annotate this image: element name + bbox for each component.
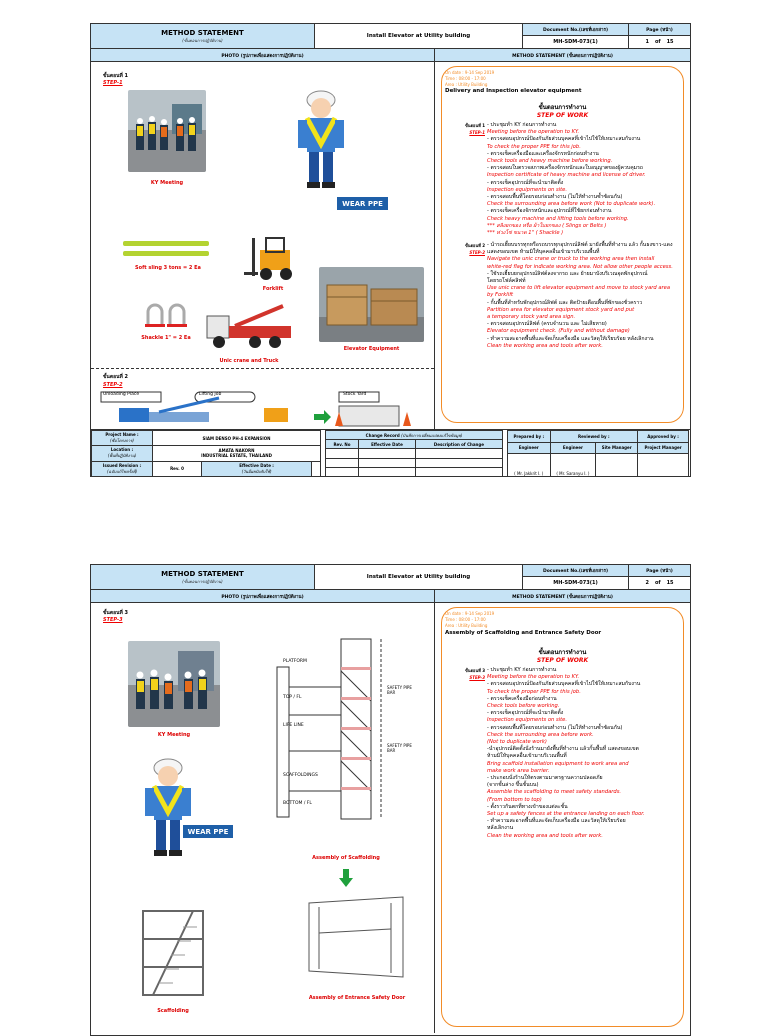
instruction-line: - ตรวจเช็คอุปกรณ์ที่จะนำมาติดตั้ง	[487, 710, 564, 717]
instruction-line: - ตรวจสอบใบตรวจสภาพเครื่องจักรหนักและใบอนุญาตของผู้ควบคุมรถ	[487, 165, 644, 172]
role-engineer-2: Engineer	[550, 442, 596, 454]
change-row	[326, 467, 359, 476]
scaffoldings-label: SCAFFOLDINGS	[283, 773, 318, 778]
ms-time: Time : 08:00 - 17:00	[445, 76, 486, 81]
change-record-th: (บันทึกการเปลี่ยนแปลงแก้ไขข้อมูล)	[401, 432, 463, 438]
top-fl-label: TOP / FL	[283, 695, 302, 700]
side-step-3-th: ขั้นตอนที่ 3	[464, 668, 485, 673]
step-2-th: ขั้นตอนที่ 2	[103, 374, 129, 380]
page-label: Page (หน้า)	[629, 565, 690, 577]
instruction-line: (Not to duplicate work)	[487, 739, 547, 746]
instruction-line: - ประชุมทำ KY ก่อนการทำงาน	[487, 122, 557, 128]
issued-label-text: Issued Revision :	[102, 462, 142, 468]
instruction-line: - ตรวจสอบอุปกรณ์ป้องกันภัยส่วนบุคคลที่เข้าไปใช้ให้เหมาะสมกับงาน	[487, 136, 641, 143]
signature-4	[638, 454, 689, 477]
instruction-line: Set up a safety fences at the entrance landing on each floor.	[487, 811, 645, 818]
entrance-door-caption: Assembly of Entrance Safety Door	[308, 995, 406, 1001]
change-record-text: Change Record	[365, 432, 400, 438]
instruction-line: Inspection certificate of heavy machine and license of driver.	[487, 172, 646, 179]
elevator-caption: Elevator Equipment	[343, 346, 400, 352]
side-step-3	[453, 667, 485, 681]
instruction-line: (จากชั้นล่าง ขึ้นชั้นบน)	[487, 782, 539, 789]
instruction-line: - ตรวจสอบอุปกรณ์ป้องกันภัยส่วนบุคคลที่เข้าไปใช้ให้เหมาะสมกับงาน	[487, 681, 641, 688]
change-cell	[415, 458, 502, 467]
doc-no-cell	[523, 565, 629, 589]
step-of-work-title	[435, 102, 690, 119]
instruction-line: - ตรวจเช็คเครื่องจักรหนักและอุปกรณ์ที่ใช้ยกก่อนทำงาน	[487, 208, 612, 215]
job-title: Install Elevator at Utility building	[315, 565, 523, 589]
instruction-line: - ตรวจเช็คอุปกรณ์ที่จะนำมาติดตั้ง	[487, 179, 564, 186]
issued-label-th: (ฉบับแก้ไขครั้งที่)	[106, 468, 138, 474]
ms-time: Time : 08:00 - 17:00	[445, 617, 486, 622]
doc-no: MH-SDM-073(1)	[553, 580, 598, 586]
instruction-line: Bring scaffold installation equipment to work area and	[487, 760, 629, 767]
page-cell	[629, 565, 690, 589]
project-label-th: (ชื่อโครงการ)	[110, 438, 134, 444]
page-no: 1	[645, 39, 649, 45]
lifting-label: Lifting Job	[199, 392, 222, 397]
step-2-instructions	[464, 242, 680, 350]
instruction-line: - ประกอบนั่งร้านให้ตรงตามมาตรฐานความปลอดภัย	[487, 775, 603, 782]
method-section-title: METHOD STATEMENT (ขั้นตอนการปฏิบัติงาน)	[435, 49, 690, 61]
effective-date	[312, 461, 321, 476]
title-cell	[91, 565, 315, 589]
instruction-line: - ทำความสะอาดพื้นที่และจัดเก็บเครื่องมือ และวัสดุให้เรียบร้อย	[487, 818, 626, 825]
project-label-text: Project Name :	[105, 432, 139, 438]
role-engineer-1: Engineer	[508, 442, 551, 454]
soft-sling-image	[121, 238, 211, 260]
instruction-line: *** ห่วงโซ่ ขนาด 1" ( Shackle )	[487, 230, 564, 237]
revision: Rev. 0	[153, 461, 202, 476]
ppe-worker-illustration	[113, 748, 223, 860]
col-effective-date: Effective Date	[358, 440, 415, 449]
instruction-line: Partition area for elevator equipment stock yard and put	[487, 306, 635, 313]
unic-crane-truck-image	[205, 300, 293, 352]
page-of: of	[654, 39, 661, 45]
sow-th: ขั้นตอนการทำงาน	[538, 104, 587, 111]
doc-title: METHOD STATEMENT	[161, 569, 244, 578]
sling-caption: Soft sling 3 tons = 2 Ea	[135, 265, 201, 271]
side-step-1	[453, 122, 485, 136]
signature-1: ( Mr. Jakkrit I. )	[508, 454, 551, 477]
issued-label	[92, 461, 153, 476]
method-statement-page-2	[90, 564, 691, 1036]
page-header	[91, 24, 690, 49]
job-title: Install Elevator at Utility building	[315, 24, 523, 48]
elevator-equipment-photo	[319, 267, 424, 342]
instruction-line: โดยรถโฟล์คลิฟท์	[487, 278, 526, 285]
step-1-instructions	[464, 122, 680, 237]
location-label	[92, 446, 153, 461]
effective-label	[201, 461, 311, 476]
step-3-th: ขั้นตอนที่ 3	[103, 610, 129, 616]
shackle-image	[143, 300, 189, 330]
down-arrow-icon	[339, 869, 353, 887]
project-name: SIAM DENSO PH-4 EXPANSION	[153, 431, 321, 446]
prepared-by: Prepared by :	[508, 431, 551, 443]
step-3-instructions	[464, 667, 680, 840]
signature-2: ( Mr. Saranyu I. )	[550, 454, 596, 477]
safety-pipe-bar-2: SAFETY PIPE BAR	[387, 743, 412, 753]
instruction-line: To check the proper PPE for this job.	[487, 688, 581, 695]
platform-label: PLATFORM	[283, 659, 307, 664]
ms-subject: Delivery and Inspection elevator equipment	[445, 88, 582, 94]
instruction-line: - กั้นพื้นที่สำหรับพักอุปกรณ์ลิฟต์ และ ติดป้ายเตือนพื้นที่พักของชั่วคราว	[487, 299, 643, 306]
instruction-line: Clean the working area and tools after work.	[487, 342, 603, 349]
side-step-2-th: ขั้นตอนที่ 2	[464, 243, 485, 248]
instruction-line: Elevator equipment check. (Fully and without damage)	[487, 328, 630, 335]
forklift-image	[244, 234, 302, 282]
project-info-table	[91, 430, 321, 477]
photo-section-title: PHOTO (รูปภาพเพื่อแสดงการปฏิบัติงาน)	[91, 49, 435, 61]
title-cell	[91, 24, 315, 48]
instruction-line: by Forklift	[487, 292, 514, 299]
instruction-line: Inspection equipments on site.	[487, 717, 567, 724]
instruction-line: a temporary stock yard area sign.	[487, 314, 576, 321]
step-3-label: STEP-3	[103, 617, 123, 623]
page-footer	[91, 429, 690, 477]
ms-subject: Assembly of Scaffolding and Entrance Safety Door	[445, 630, 602, 636]
instruction-line: (From bottom to top)	[487, 796, 542, 803]
page-number	[629, 36, 690, 48]
role-project-manager: Project Manager	[638, 442, 689, 454]
instruction-line: - ประชุมทำ KY ก่อนการทำงาน	[487, 667, 557, 673]
change-record-table	[325, 430, 503, 477]
instruction-line: - ตรวจสอบพื้นที่โดยรอบก่อนทำงาน (ไม่ให้ทำงานซ้ำซ้อนกัน)	[487, 724, 623, 731]
crane-caption: Unic crane and Truck	[219, 358, 279, 364]
instruction-line: Check the surrounding area before work (Not to duplicate work).	[487, 201, 656, 208]
instruction-line: ห้ามมิให้บุคคลอื่นเข้ามาบริเวณพื้นที่	[487, 753, 567, 760]
step-2-label: STEP-2	[103, 382, 123, 388]
method-section-title: METHOD STATEMENT (ขั้นตอนการปฏิบัติงาน)	[435, 590, 690, 602]
instruction-line: To check the proper PPE for this job.	[487, 143, 581, 150]
ppe-worker-illustration	[276, 82, 366, 192]
page-label: Page (หน้า)	[629, 24, 690, 36]
safety-pipe-bar-1: SAFETY PIPE BAR	[387, 685, 412, 695]
shackle-caption: Shackle 1" = 2 Ea	[141, 335, 191, 341]
entrance-safety-door-diagram	[291, 893, 421, 983]
method-column	[435, 603, 690, 1033]
col-description: Description of Change	[415, 440, 502, 449]
change-row	[326, 449, 359, 458]
reviewed-by: Reviewed by :	[550, 431, 638, 443]
location-line-1: AMATA NAKORN	[218, 448, 255, 454]
instruction-line: Check tools before working.	[487, 703, 560, 710]
col-rev: Rev. No	[326, 440, 359, 449]
page-total: 15	[666, 39, 674, 45]
side-step-3-en: STEP-3	[469, 675, 485, 681]
instruction-line: *** สลิงยกของ หรือ ผ้าใบยกของ ( Slings or Belts )	[487, 222, 607, 229]
page-total: 15	[666, 580, 674, 586]
photo-section-title: PHOTO (รูปภาพเพื่อแสดงการปฏิบัติงาน)	[91, 590, 435, 602]
step-1-label: STEP-1	[103, 80, 123, 86]
page-no: 2	[645, 580, 649, 586]
doc-title-th: (ขั้นตอนการปฏิบัติงาน)	[182, 578, 223, 584]
ky-meeting-photo	[128, 90, 206, 172]
side-step-1-en: STEP-1	[469, 130, 485, 136]
sow-th: ขั้นตอนการทำงาน	[538, 649, 587, 656]
instruction-line: -นำอุปกรณ์ติดตั้งนั่งร้านมายังพื้นที่ทำงาน แล้วกั้นพื้นที่ แสดงขอบเขต	[487, 746, 639, 753]
change-cell	[415, 449, 502, 458]
instruction-line: - ใช้รถเฮี้ยบยกอุปกรณ์ลิฟต์ลงจากรถ และ ย้ายมาบังบริเวณจุดพักอุปกรณ์	[487, 270, 648, 277]
effective-label-text: Effective Date :	[239, 462, 274, 468]
instruction-line: - ตั้งราวกันตกที่ทางเข้าของแต่ละชั้น	[487, 803, 568, 810]
ky-meeting-photo	[128, 641, 220, 727]
scaffolding-caption: Scaffolding	[157, 1008, 189, 1014]
side-step-2-en: STEP-2	[469, 250, 485, 256]
doc-no: MH-SDM-073(1)	[553, 39, 598, 45]
scaffolding-photo	[123, 903, 223, 1003]
signature-3	[596, 454, 638, 477]
doc-title: METHOD STATEMENT	[161, 28, 244, 37]
step-of-work-title	[435, 647, 690, 664]
wear-ppe-badge: WEAR PPE	[183, 825, 233, 838]
instruction-line: Use unic crane to lift elevator equipment and move to stock yard area	[487, 285, 671, 292]
instruction-line: - ตรวจสอบอุปกรณ์ลิฟต์ (ครบจำนวน และ ไม่เสียหาย)	[487, 321, 607, 328]
side-step-1-th: ขั้นตอนที่ 1	[464, 123, 485, 128]
sow-en: STEP OF WORK	[536, 112, 589, 119]
instruction-line: Assemble the scaffolding to meet safety standards.	[487, 789, 622, 796]
doc-no-cell	[523, 24, 629, 48]
doc-title-th: (ขั้นตอนการปฏิบัติงาน)	[182, 37, 223, 43]
approved-by: Approved by :	[638, 431, 689, 443]
method-statement-page-1	[90, 23, 691, 477]
instruction-line: - ทำความสะอาดพื้นที่และจัดเก็บเครื่องมือ และวัสดุให้เรียบร้อย หลังเลิกงาน	[487, 335, 654, 342]
ms-date: On date : 9-14 Sep 2019	[445, 70, 495, 75]
instruction-line: white-red flag for indicate working area. Not allow other people access.	[487, 263, 673, 270]
side-step-2	[453, 242, 485, 256]
change-row	[326, 458, 359, 467]
step-divider	[91, 368, 434, 369]
page-number	[629, 577, 690, 589]
stock-yard-label: Stock Yard	[343, 392, 367, 397]
instruction-line: Meeting before the operation to KY.	[487, 674, 580, 681]
instruction-line: Meeting before the operation to KY.	[487, 129, 580, 136]
instruction-line: - ตรวจสอบพื้นที่โดยรอบก่อนทำงาน (ไม่ให้ทำงานซ้ำซ้อนกัน)	[487, 194, 623, 201]
location	[153, 446, 321, 461]
page-of: of	[654, 580, 661, 586]
doc-no-label: Document No.(เลขที่เอกสาร)	[523, 24, 628, 36]
location-label-text: Location :	[110, 447, 134, 453]
life-line-label: LIFE LINE	[283, 723, 304, 728]
instruction-line: Navigate the unic crane or truck to the working area then install	[487, 256, 655, 263]
page-body	[91, 62, 690, 429]
instruction-line: Check heavy machine and lifting tools before working.	[487, 215, 629, 222]
forklift-caption: Forklift	[262, 286, 284, 292]
instruction-line: - ตรวจเช็คเครื่องมือก่อนทำงาน	[487, 695, 557, 702]
instruction-line: หลังเลิกงาน	[487, 825, 514, 832]
photo-column	[91, 603, 435, 1033]
bottom-fl-label: BOTTOM / FL	[283, 801, 312, 806]
change-cell	[358, 449, 415, 458]
step-1-th: ขั้นตอนที่ 1	[103, 73, 129, 79]
ms-area: Area : Utility Building	[445, 82, 488, 87]
change-cell	[415, 467, 502, 476]
ms-date: On date : 9-14 Sep 2019	[445, 611, 495, 616]
unloading-illustration	[99, 390, 431, 430]
change-cell	[358, 467, 415, 476]
location-line-2: INDUSTRIAL ESTATE, THAILAND	[201, 453, 272, 459]
role-site-manager: Site Manager	[596, 442, 638, 454]
instruction-line: Check tools and heavy machine before working.	[487, 158, 613, 165]
approval-table	[507, 430, 689, 477]
change-cell	[358, 458, 415, 467]
doc-no-label: Document No.(เลขที่เอกสาร)	[523, 565, 628, 577]
sow-en: STEP OF WORK	[536, 657, 589, 664]
instruction-line: make work area barrier.	[487, 767, 550, 774]
section-header	[91, 49, 690, 62]
instruction-line: Inspection equipments on site.	[487, 186, 567, 193]
change-record-title	[326, 431, 503, 440]
page-header	[91, 565, 690, 590]
photo-column	[91, 62, 435, 429]
instruction-line: - ตรวจเช็คเครื่องมือและเครื่องจักรหนักก่อนทำงาน	[487, 150, 599, 157]
instruction-line: Check the surrounding area before work.	[487, 731, 594, 738]
instruction-line: - นำรถเฮี้ยบบรรทุกหรือรถบรรทุกอุปกรณ์ลิฟต์ มายังพื้นที่ทำงาน แล้ว กั้นธงขาว-แดง	[487, 242, 673, 248]
method-column	[435, 62, 690, 429]
location-label-th: (พื้นที่ปฏิบัติงาน)	[107, 453, 137, 459]
project-label	[92, 431, 153, 446]
assembly-scaffolding-caption: Assembly of Scaffolding	[312, 855, 380, 861]
unloading-label: Unloading Place	[103, 392, 140, 397]
section-header	[91, 590, 690, 603]
instruction-line: แสดงขอบเขต ห้ามมิให้บุคคลอื่นเข้ามาบริเวณพื้นที่	[487, 249, 600, 256]
wear-ppe-badge: WEAR PPE	[337, 197, 388, 210]
page-body	[91, 603, 690, 1033]
ky-caption: KY Meeting	[157, 732, 191, 738]
ky-caption: KY Meeting	[150, 180, 184, 186]
ms-area: Area : Utility Building	[445, 623, 488, 628]
page-cell	[629, 24, 690, 48]
effective-label-th: (วันมีผลบังคับใช้)	[241, 468, 272, 474]
instruction-line: Clean the working area and tools after work.	[487, 832, 603, 839]
